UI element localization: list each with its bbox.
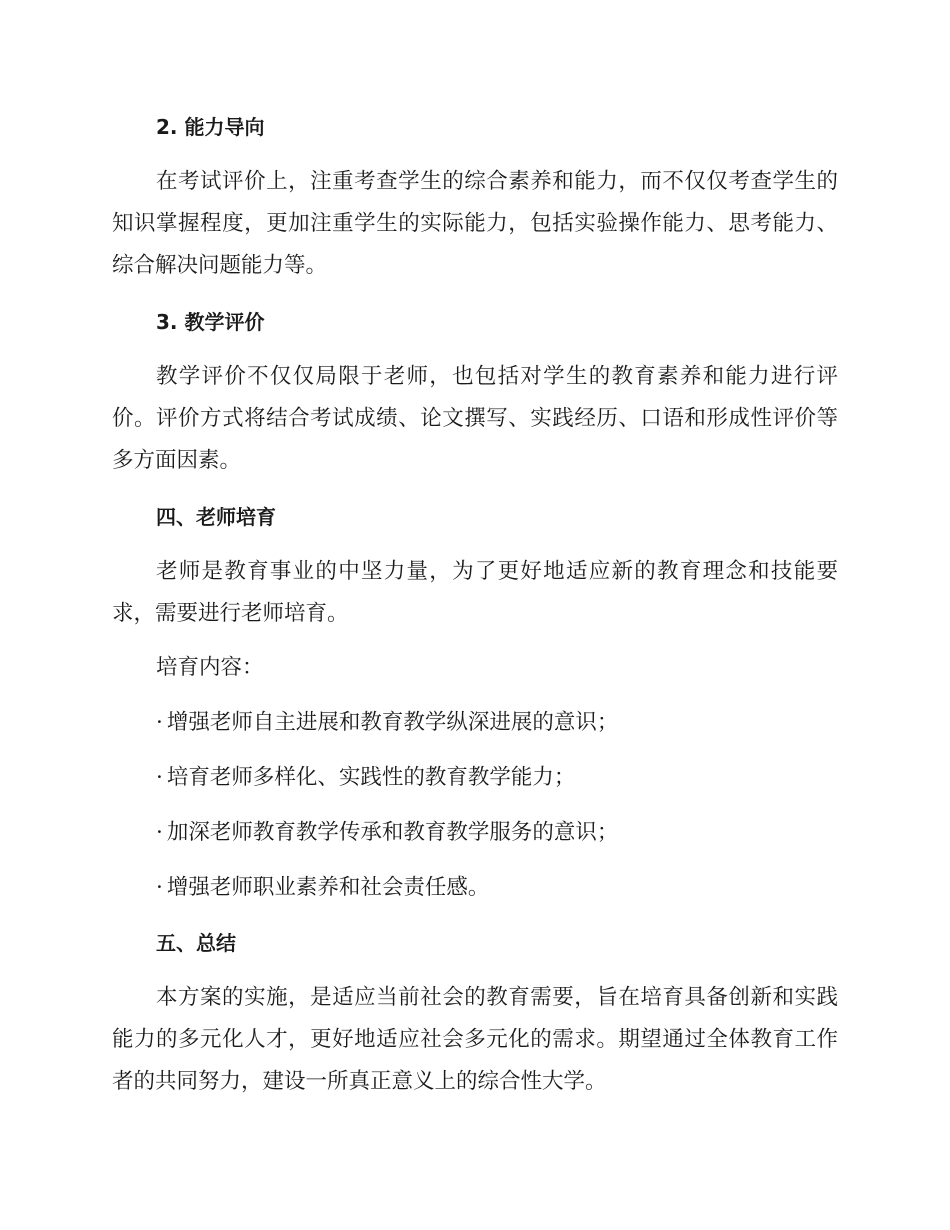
paragraph-summary: 本方案的实施，是适应当前社会的教育需要，旨在培育具备创新和实践能力的多元化人才，更好地适应社会多元化的需求。期望通过全体教育工作者的共同努力，建设一所真正意义上的综合性大学。 bbox=[112, 985, 838, 1094]
section-heading-ability: 2. 能力导向 bbox=[156, 115, 265, 139]
list-item bbox=[156, 709, 618, 737]
paragraph-ability: 在考试评价上，注重考查学生的综合素养和能力，而不仅仅考查学生的知识掌握程度，更加注重学生的实际能力，包括实验操作能力、思考能力、综合解决问题能力等。 bbox=[112, 169, 838, 278]
bullet-mark: · bbox=[156, 820, 163, 845]
section-heading-teaching-evaluation: 3. 教学评价 bbox=[156, 310, 265, 334]
list-item-text: 加深老师教育教学传承和教育教学服务的意识； bbox=[166, 820, 619, 845]
section-heading-teacher-training: 四、老师培育 bbox=[156, 505, 276, 529]
paragraph-teacher-training: 老师是教育事业的中坚力量，为了更好地适应新的教育理念和技能要求，需要进行老师培育。 bbox=[112, 559, 838, 626]
training-content-label: 培育内容： bbox=[156, 655, 264, 680]
bullet-mark: · bbox=[156, 765, 163, 790]
section-heading-summary: 五、总结 bbox=[156, 931, 236, 955]
list-item bbox=[156, 874, 489, 902]
paragraph-teaching-evaluation: 教学评价不仅仅局限于老师，也包括对学生的教育素养和能力进行评价。评价方式将结合考试成绩、论文撰写、实践经历、口语和形成性评价等多方面因素。 bbox=[112, 364, 838, 473]
list-item bbox=[156, 764, 575, 792]
list-item-text: 培育老师多样化、实践性的教育教学能力； bbox=[166, 765, 576, 790]
bullet-mark: · bbox=[156, 875, 163, 900]
list-item-text: 增强老师职业素养和社会责任感。 bbox=[166, 875, 490, 900]
list-item-text: 增强老师自主进展和教育教学纵深进展的意识； bbox=[166, 710, 619, 735]
bullet-mark: · bbox=[156, 710, 163, 735]
list-item bbox=[156, 819, 618, 847]
